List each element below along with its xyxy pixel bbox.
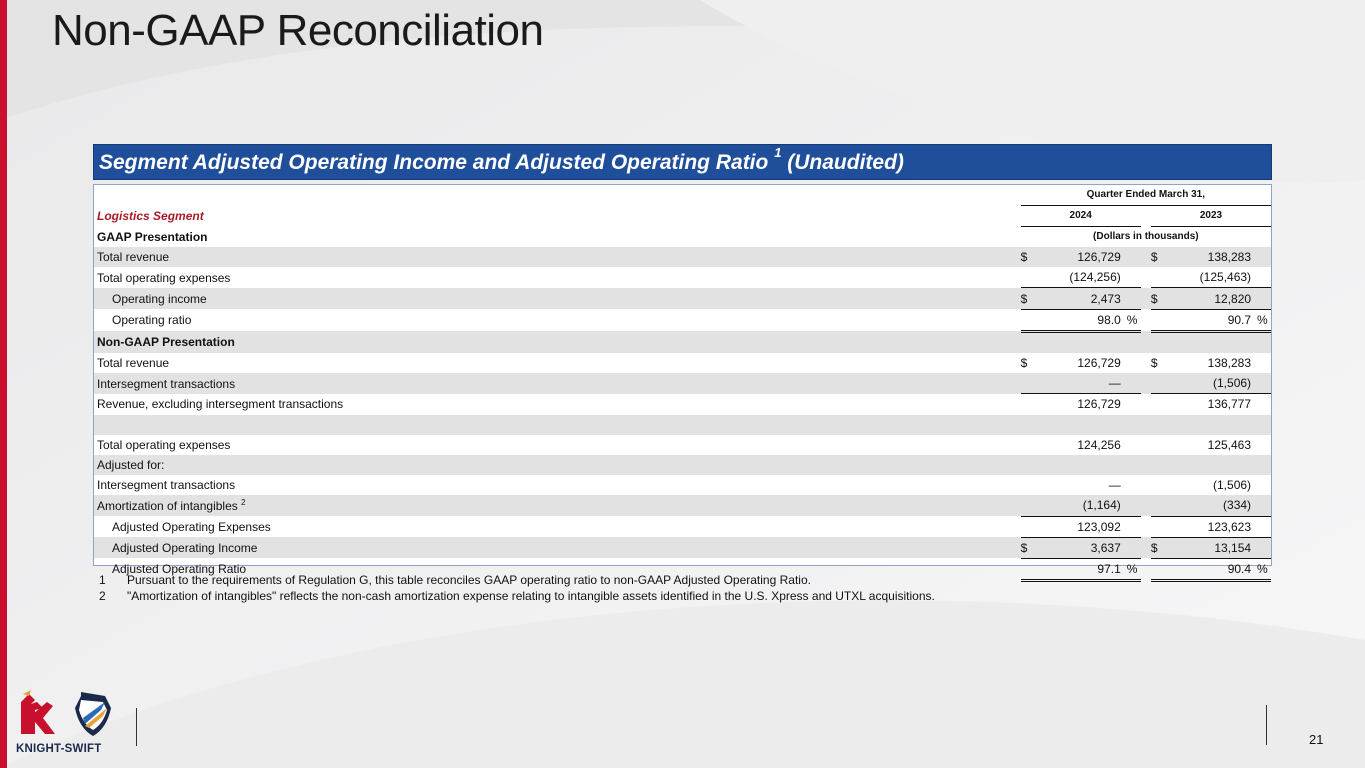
currency-symbol: [1021, 475, 1031, 495]
currency-symbol: [1021, 415, 1031, 435]
value-2024: —: [1108, 478, 1121, 493]
value-2024: [1030, 331, 1126, 353]
percent-sign: [1257, 247, 1271, 267]
value-2024: (124,256): [1069, 270, 1121, 285]
percent-sign: [1127, 537, 1141, 558]
currency-symbol: [1151, 516, 1161, 537]
value-2023: [1161, 455, 1257, 475]
value-2024: 3,637: [1030, 537, 1126, 558]
percent-sign: [1127, 495, 1141, 516]
percent-sign: [1127, 475, 1141, 495]
value-2024: 124,256: [1077, 437, 1121, 452]
percent-sign: [1257, 475, 1271, 495]
percent-sign: [1257, 455, 1271, 475]
value-2024: —: [1030, 373, 1126, 394]
footnote-2: [99, 589, 935, 605]
period-label: Quarter Ended March 31,: [1021, 185, 1271, 205]
percent-sign: %: [1127, 558, 1141, 580]
row-label: Adjusted Operating Expenses: [112, 519, 271, 534]
currency-symbol: $: [1021, 537, 1031, 558]
header-row-years: [94, 205, 1271, 226]
row-label: Adjusted Operating Ratio: [112, 562, 247, 577]
table-row: [94, 475, 1271, 495]
reconciliation-table: [94, 185, 1271, 582]
percent-sign: [1257, 516, 1271, 537]
row-label: Revenue, excluding intersegment transactions: [97, 397, 344, 412]
panel-header-text: Segment Adjusted Operating Income and Adjusted Operating Ratio: [99, 151, 775, 174]
row-label: Total operating expenses: [97, 270, 231, 285]
percent-sign: [1257, 495, 1271, 516]
percent-sign: [1257, 288, 1271, 309]
value-2023: 138,283: [1161, 247, 1257, 267]
value-2024: 126,729: [1077, 356, 1121, 371]
row-label: Amortization of intangibles $^2$: [94, 495, 1021, 516]
percent-sign: [1127, 373, 1141, 394]
table-row: [94, 537, 1271, 558]
value-2023: 12,820: [1161, 288, 1257, 309]
percent-sign: %: [1257, 309, 1271, 331]
table-row: [94, 394, 1271, 415]
currency-symbol: [1021, 394, 1031, 415]
value-2023: (125,463): [1199, 270, 1252, 285]
currency-symbol: $: [1021, 288, 1031, 309]
row-label: Intersegment transactions: [94, 373, 1021, 394]
currency-symbol: [1021, 455, 1031, 475]
value-2024: 123,092: [1030, 516, 1126, 537]
table-container: [93, 184, 1272, 577]
value-2024: 97.1: [1030, 558, 1126, 580]
footnotes: [99, 573, 935, 604]
currency-symbol: $: [1151, 247, 1161, 267]
table-row: [94, 226, 1271, 247]
footnote-text: "Amortization of intangibles" reflects the non-cash amortization expense relating to intangible assets identified in the U.S. Xpress and UTXL acquisitions.: [127, 588, 935, 603]
percent-sign: [1127, 415, 1141, 435]
table-row: [94, 373, 1271, 394]
percent-sign: [1257, 353, 1271, 373]
row-label: GAAP Presentation: [97, 229, 208, 244]
percent-sign: [1257, 373, 1271, 394]
percent-sign: [1257, 394, 1271, 415]
currency-symbol: [1021, 331, 1031, 353]
value-2024: [1030, 455, 1126, 475]
currency-symbol: [1021, 309, 1031, 331]
percent-sign: [1257, 267, 1271, 288]
currency-symbol: [1021, 373, 1031, 394]
currency-symbol: [1151, 394, 1161, 415]
value-2023: [1161, 331, 1257, 353]
value-2024: [1030, 415, 1126, 435]
currency-symbol: [1151, 373, 1161, 394]
value-2024: 126,729: [1030, 247, 1126, 267]
currency-symbol: [1151, 558, 1161, 580]
row-footnote-ref: 2: [241, 498, 246, 508]
value-2023: (1,506): [1213, 478, 1252, 493]
logo-wordmark: KNIGHT-SWIFT: [16, 743, 102, 755]
row-label: [94, 415, 1021, 435]
currency-symbol: [1021, 267, 1031, 288]
row-label: Adjusted for:: [94, 455, 1021, 475]
percent-sign: [1257, 537, 1271, 558]
panel-header: [93, 144, 1272, 180]
row-label: Non-GAAP Presentation: [94, 331, 1021, 353]
currency-symbol: [1151, 415, 1161, 435]
table-row: [94, 267, 1271, 288]
table-row: [94, 415, 1271, 435]
currency-symbol: $: [1020, 356, 1028, 371]
percent-sign: %: [1257, 558, 1271, 580]
page-title: Non-GAAP Reconciliation: [52, 6, 544, 55]
panel-header-suffix: (Unaudited): [781, 151, 904, 174]
percent-sign: [1127, 435, 1141, 455]
value-2024: 126,729: [1030, 394, 1126, 415]
footnote-1: [99, 573, 935, 589]
page-number: 21: [1309, 732, 1324, 747]
percent-sign: [1127, 394, 1141, 415]
footnote-number: 2: [99, 588, 106, 603]
value-2023: 90.7: [1161, 309, 1257, 331]
value-2023: 125,463: [1207, 437, 1252, 452]
reconciliation-panel: [93, 144, 1272, 577]
percent-sign: [1257, 435, 1271, 455]
value-2024: 98.0: [1030, 309, 1126, 331]
value-2023: [1161, 415, 1257, 435]
segment-label: Logistics Segment: [97, 208, 204, 223]
currency-symbol: $: [1150, 356, 1158, 371]
table-row: [94, 495, 1271, 516]
value-2023: (1,506): [1161, 373, 1257, 394]
currency-symbol: [1151, 455, 1161, 475]
currency-symbol: $: [1151, 537, 1161, 558]
row-label: Operating income: [94, 288, 1021, 309]
row-label: Total operating expenses: [97, 437, 231, 452]
panel-header-footnote-ref: 1: [774, 145, 782, 160]
table-row: [94, 331, 1271, 353]
row-label: Total revenue: [94, 247, 1021, 267]
table-row: [94, 435, 1271, 455]
percent-sign: [1127, 288, 1141, 309]
percent-sign: [1127, 516, 1141, 537]
left-accent-bar: [0, 0, 7, 768]
currency-symbol: [1151, 435, 1161, 455]
row-label: Total revenue: [97, 356, 170, 371]
row-label: Operating ratio: [112, 313, 192, 328]
year-2-label: 2023: [1151, 205, 1271, 226]
row-label: Intersegment transactions: [97, 478, 236, 493]
value-2023: 90.4: [1161, 558, 1257, 580]
units-label: (Dollars in thousands): [1093, 231, 1199, 243]
currency-symbol: [1021, 435, 1031, 455]
header-row-period: [94, 185, 1271, 205]
year-1-label: 2024: [1021, 205, 1141, 226]
table-row: [94, 516, 1271, 537]
currency-symbol: $: [1151, 288, 1161, 309]
value-2024: (1,164): [1030, 495, 1126, 516]
footnote-number: 1: [99, 573, 106, 587]
table-row: [94, 288, 1271, 309]
table-row: [94, 353, 1271, 373]
currency-symbol: [1021, 516, 1031, 537]
table-body: [94, 226, 1271, 580]
currency-symbol: [1021, 495, 1031, 516]
footnote-text: Pursuant to the requirements of Regulation G, this table reconciles GAAP operating ratio to non-GAAP Adjusted Operating Ratio.: [127, 573, 811, 587]
currency-symbol: [1151, 267, 1161, 288]
percent-sign: [1127, 353, 1141, 373]
table-row: [94, 309, 1271, 331]
value-2023: (334): [1161, 495, 1257, 516]
value-2024: 2,473: [1030, 288, 1126, 309]
percent-sign: [1127, 247, 1141, 267]
table-row: [94, 247, 1271, 267]
currency-symbol: [1151, 331, 1161, 353]
row-label: Adjusted Operating Income: [94, 537, 1021, 558]
value-2023: 136,777: [1161, 394, 1257, 415]
percent-sign: %: [1127, 309, 1141, 331]
currency-symbol: $: [1021, 247, 1031, 267]
percent-sign: [1127, 455, 1141, 475]
currency-symbol: [1151, 309, 1161, 331]
percent-sign: [1257, 331, 1271, 353]
percent-sign: [1127, 331, 1141, 353]
table-row: [94, 455, 1271, 475]
percent-sign: [1257, 415, 1271, 435]
footer-divider-right: [1266, 705, 1267, 745]
value-2023: 138,283: [1207, 356, 1252, 371]
currency-symbol: [1151, 495, 1161, 516]
value-2023: 123,623: [1161, 516, 1257, 537]
percent-sign: [1127, 267, 1141, 288]
value-2023: 13,154: [1161, 537, 1257, 558]
currency-symbol: [1151, 475, 1161, 495]
currency-symbol: [1021, 558, 1031, 580]
footer-divider-left: [136, 708, 137, 746]
